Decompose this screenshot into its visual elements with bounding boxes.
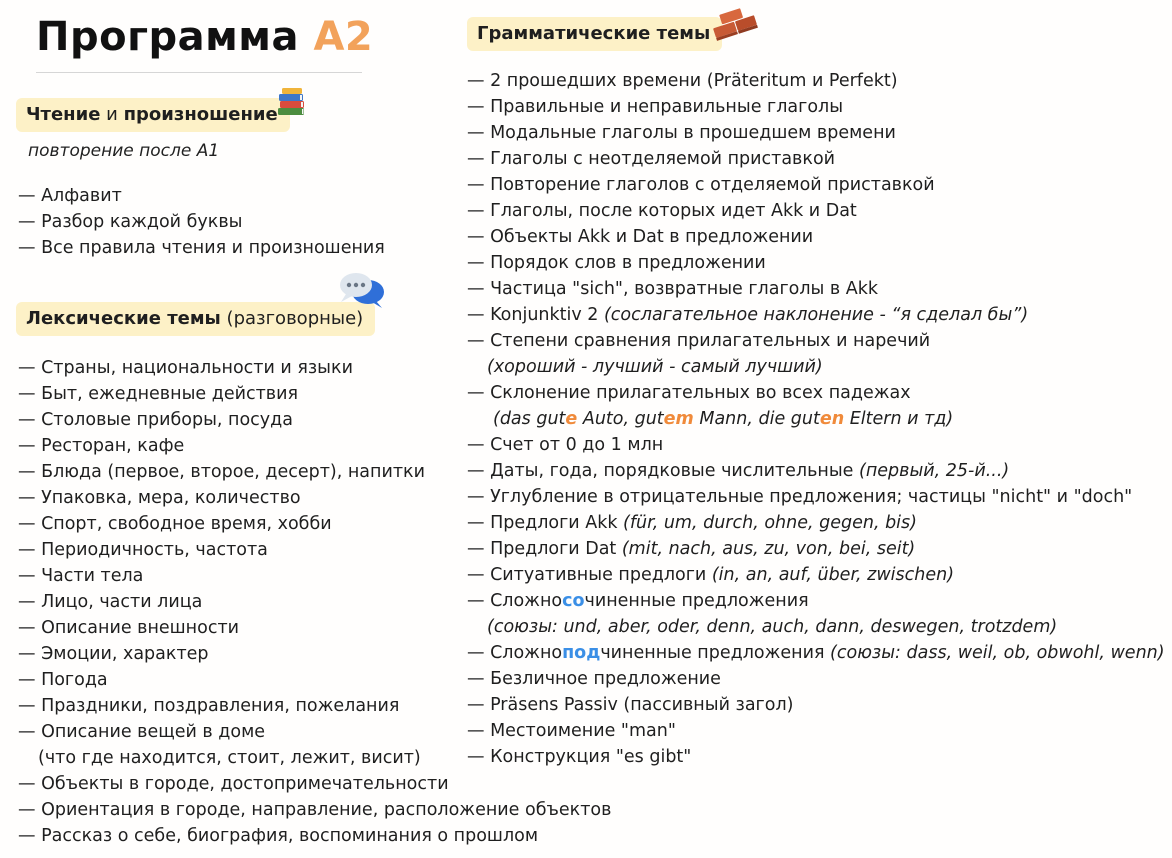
item-text: — Сложно: [467, 591, 563, 611]
example-text: Auto, gut: [577, 409, 664, 429]
list-item: — Праздники, поздравления, пожелания: [18, 696, 400, 716]
list-item: — Спорт, свободное время, хобби: [18, 514, 332, 534]
example-text: Mann, die gut: [693, 409, 820, 429]
list-item-continuation: (союзы: und, aber, oder, denn, auch, dann, deswegen, trotzdem): [487, 617, 1058, 637]
reading-header: [16, 98, 290, 132]
bricks-icon: [708, 2, 758, 42]
list-item: [467, 458, 1165, 484]
list-item: — Повторение глаголов с отделяемой приставкой: [467, 175, 935, 195]
reading-header-bold2: произношение: [123, 104, 278, 125]
lexical-header-rest: (разговорные): [220, 308, 364, 329]
item-note: (первый, 25-й...): [859, 461, 1010, 481]
list-item: [467, 588, 1165, 614]
list-item: — Части тела: [18, 566, 144, 586]
example-text: (das gut: [493, 409, 566, 429]
item-text: — Konjunktiv 2: [467, 305, 604, 325]
list-item: — Конструкция "es gibt": [467, 747, 692, 767]
reading-header-mid: и: [100, 104, 124, 125]
item-note: (союзы: dass, weil, ob, obwohl, wenn): [830, 643, 1165, 663]
example-text: Eltern и тд): [844, 409, 954, 429]
list-item: [467, 536, 1165, 562]
item-text: чиненные предложения: [600, 643, 831, 663]
item-text: — Предлоги Dat: [467, 539, 622, 559]
list-item: — Präsens Passiv (пассивный загол): [467, 695, 794, 715]
item-note: (in, an, auf, über, zwischen): [711, 565, 955, 585]
list-item: [467, 302, 1165, 328]
list-item: — Погода: [18, 670, 108, 690]
list-item: — Модальные глаголы в прошедшем времени: [467, 123, 896, 143]
list-item: — Ресторан, кафе: [18, 436, 185, 456]
list-item: — Описание вещей в доме: [18, 722, 266, 742]
list-item: — Упаковка, мера, количество: [18, 488, 301, 508]
list-item: — Частица "sich", возвратные глаголы в Akk: [467, 279, 879, 299]
lexical-header-bold: Лексические темы: [26, 308, 221, 329]
list-item: — Углубление в отрицательные предложения; частицы "nicht" и "doch": [467, 487, 1133, 507]
item-note: (сослагательное наклонение - “я сделал бы”): [603, 305, 1029, 325]
list-item: — Алфавит: [18, 186, 122, 206]
page-title: [36, 14, 373, 60]
list-item: — Глаголы с неотделяемой приставкой: [467, 149, 836, 169]
reading-subtitle: повторение после А1: [28, 141, 220, 161]
list-item: — Безличное предложение: [467, 669, 721, 689]
title-main: Программа: [36, 14, 299, 60]
list-item: — Столовые приборы, посуда: [18, 410, 293, 430]
grammar-header: Грамматические темы: [467, 17, 722, 51]
item-text: чиненные предложения: [584, 591, 809, 611]
list-item: — Порядок слов в предложении: [467, 253, 766, 273]
prefix-highlight: под: [562, 643, 601, 663]
list-item: — Эмоции, характер: [18, 644, 209, 664]
item-text: — Даты, года, порядковые числительные: [467, 461, 860, 481]
title-divider: [36, 72, 362, 73]
list-item: — Быт, ежедневные действия: [18, 384, 298, 404]
list-item: [467, 510, 1165, 536]
item-note: (für, um, durch, ohne, gegen, bis): [623, 513, 917, 533]
list-item: [467, 562, 1165, 588]
list-item: — Все правила чтения и произношения: [18, 238, 385, 258]
list-item: — Склонение прилагательных во всех падежах: [467, 383, 911, 403]
reading-list: [18, 183, 385, 261]
list-item: — Глаголы, после которых идет Akk и Dat: [467, 201, 857, 221]
item-text: — Ситуативные предлоги: [467, 565, 712, 585]
list-item: — Ориентация в городе, направление, расположение объектов: [18, 800, 612, 820]
books-icon: [274, 86, 308, 120]
list-item: — Рассказ о себе, биография, воспоминания о прошлом: [18, 826, 539, 846]
grammar-list: [467, 68, 1165, 770]
prefix-highlight: со: [562, 591, 585, 611]
list-item: — Степени сравнения прилагательных и наречий: [467, 331, 931, 351]
list-item-continuation: (хороший - лучший - самый лучший): [487, 357, 823, 377]
list-item: — Лицо, части лица: [18, 592, 203, 612]
speech-bubbles-icon: [338, 270, 386, 310]
list-item: — Периодичность, частота: [18, 540, 268, 560]
list-item: — Объекты Akk и Dat в предложении: [467, 227, 814, 247]
list-item: — 2 прошедших времени (Präteritum и Perfekt): [467, 71, 898, 91]
list-item: — Блюда (первое, второе, десерт), напитки: [18, 462, 425, 482]
item-text: — Сложно: [467, 643, 563, 663]
ending-highlight: en: [819, 409, 845, 429]
item-text: — Предлоги Akk: [467, 513, 624, 533]
list-item: — Описание внешности: [18, 618, 240, 638]
list-item-continuation: [467, 406, 1165, 432]
list-item: — Разбор каждой буквы: [18, 212, 243, 232]
list-item: — Объекты в городе, достопримечательности: [18, 774, 449, 794]
ending-highlight: e: [565, 409, 578, 429]
title-accent: A2: [313, 14, 374, 60]
list-item-continuation: (что где находится, стоит, лежит, висит): [38, 748, 421, 768]
list-item: — Правильные и неправильные глаголы: [467, 97, 844, 117]
ending-highlight: em: [663, 409, 694, 429]
list-item: — Страны, национальности и языки: [18, 358, 353, 378]
item-note: (mit, nach, aus, zu, von, bei, seit): [621, 539, 916, 559]
list-item: — Местоимение "man": [467, 721, 676, 741]
list-item: — Счет от 0 до 1 млн: [467, 435, 664, 455]
reading-header-bold1: Чтение: [26, 104, 101, 125]
lexical-header: [16, 302, 375, 336]
list-item: [467, 640, 1165, 666]
